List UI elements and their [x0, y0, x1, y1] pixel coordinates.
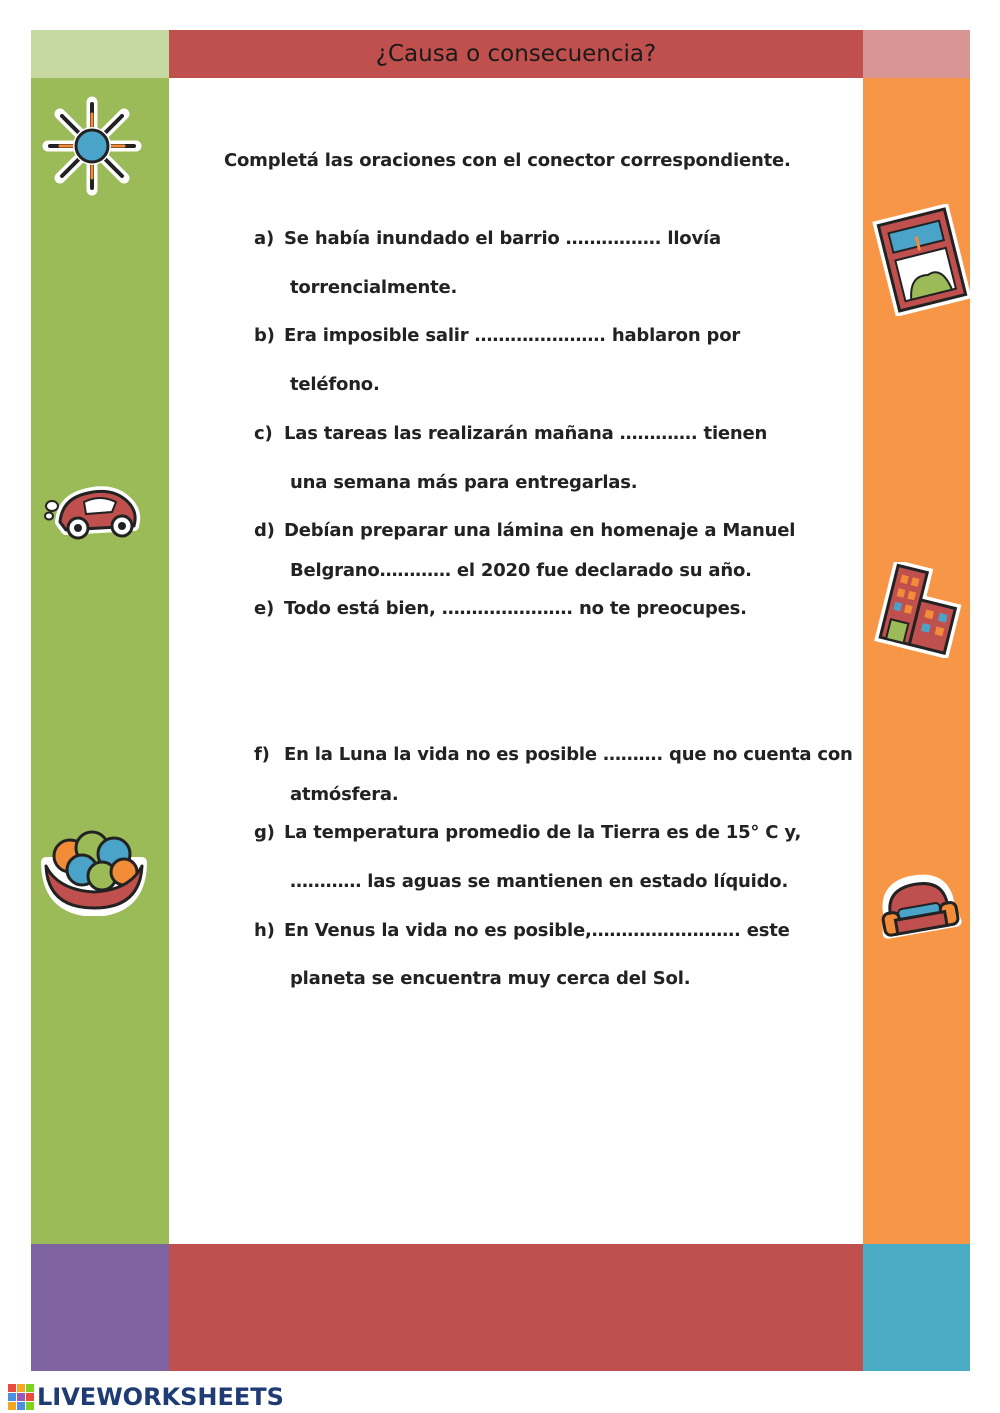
item-letter-g: g)	[254, 822, 275, 843]
bottom-center-block	[169, 1244, 863, 1371]
item-letter-d: d)	[254, 520, 275, 541]
item-c-line1: Las tareas las realizarán mañana …………. tienen	[284, 423, 768, 444]
item-h-line2: planeta se encuentra muy cerca del Sol.	[290, 968, 691, 989]
left-border-band	[31, 78, 169, 1244]
item-g-line2: ………… las aguas se mantienen en estado líquido.	[290, 871, 789, 892]
bottom-right-block	[863, 1244, 970, 1371]
logo-mark-icon	[8, 1384, 34, 1410]
page-title: ¿Causa o consecuencia?	[375, 41, 657, 67]
item-letter-b: b)	[254, 325, 275, 346]
sofa-icon	[874, 868, 964, 952]
bottom-left-block	[31, 1244, 169, 1371]
item-f-line1: En la Luna la vida no es posible ………. que no cuenta con	[284, 744, 853, 765]
title-bar	[169, 30, 863, 78]
item-b-line1: Era imposible salir …………………. hablaron por	[284, 325, 741, 346]
item-h-line1: En Venus la vida no es posible,……………………. este	[284, 920, 790, 941]
top-left-block	[31, 30, 169, 78]
item-e-line1: Todo está bien, …………………. no te preocupes.	[284, 598, 747, 619]
item-letter-f: f)	[254, 744, 270, 765]
fruit-bowl-icon	[40, 820, 148, 916]
item-letter-c: c)	[254, 423, 273, 444]
item-a-line2: torrencialmente.	[290, 277, 458, 298]
logo-text: LIVEWORKSHEETS	[37, 1383, 284, 1411]
item-letter-e: e)	[254, 598, 275, 619]
instructions: Completá las oraciones con el conector correspondiente.	[224, 150, 791, 171]
car-icon	[42, 478, 142, 544]
liveworksheets-logo[interactable]	[8, 1383, 284, 1411]
item-b-line2: teléfono.	[290, 374, 380, 395]
item-d-line1: Debían preparar una lámina en homenaje a Manuel	[284, 520, 796, 541]
item-f-line2: atmósfera.	[290, 784, 399, 805]
top-right-block	[863, 30, 970, 78]
window-icon	[872, 204, 972, 316]
item-letter-a: a)	[254, 228, 274, 249]
item-c-line2: una semana más para entregarlas.	[290, 472, 638, 493]
item-g-line1: La temperatura promedio de la Tierra es de 15° C y,	[284, 822, 802, 843]
sun-icon	[40, 94, 144, 198]
item-letter-h: h)	[254, 920, 275, 941]
building-icon	[874, 562, 966, 658]
item-d-line2: Belgrano………… el 2020 fue declarado su año.	[290, 560, 752, 581]
item-a-line1: Se había inundado el barrio ……………. llovía	[284, 228, 721, 249]
